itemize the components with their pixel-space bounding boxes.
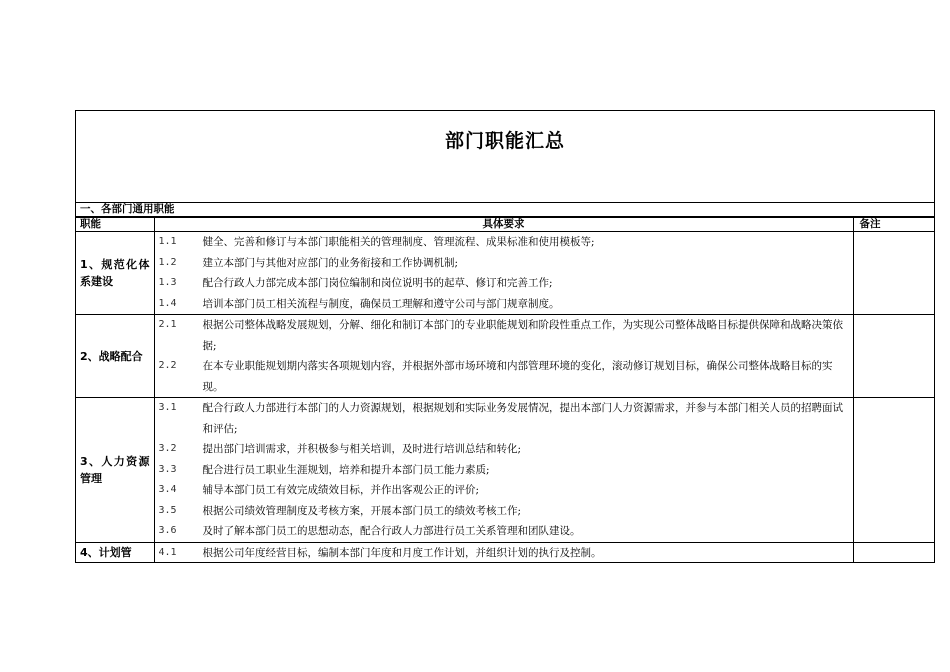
requirement-item (155, 480, 853, 501)
function-table (76, 217, 934, 563)
function-category-label: 2、战略配合 (80, 349, 143, 363)
requirement-item (155, 356, 853, 397)
requirement-item (155, 398, 853, 439)
requirement-text: 辅导本部门员工有效完成绩效目标，并作出客观公正的评价; (202, 484, 480, 496)
requirement-number: 2.1 (158, 319, 177, 330)
column-header-requirement: 具体要求 (154, 218, 853, 232)
requirement-text: 根据公司绩效管理制度及考核方案，开展本部门员工的绩效考核工作; (202, 504, 522, 517)
function-category-cell (76, 398, 154, 543)
table-row (76, 232, 934, 315)
requirement-text: 根据公司年度经营目标，编制本部门年度和月度工作计划，并组织计划的执行及控制。 (202, 546, 602, 559)
function-category-label: 3、人力资源管理 (80, 454, 150, 485)
requirement-item (155, 315, 853, 356)
requirement-number: 4.1 (158, 546, 177, 558)
title-block (76, 111, 934, 203)
table-body (76, 232, 934, 564)
column-header-remark: 备注 (853, 218, 934, 232)
requirement-text: 配合行政人力部完成本部门岗位编制和岗位说明书的起草、修订和完善工作; (202, 277, 553, 289)
requirement-text: 建立本部门与其他对应部门的业务衔接和工作协调机制; (202, 256, 459, 269)
requirement-text: 配合进行员工职业生涯规划，培养和提升本部门员工能力素质; (202, 463, 490, 476)
table-row (76, 542, 934, 563)
function-category-cell (76, 542, 154, 563)
requirement-item (155, 253, 853, 274)
document-page (75, 110, 935, 563)
requirement-item (155, 543, 853, 564)
requirement-text: 健全、完善和修订与本部门职能相关的管理制度、管理流程、成果标准和使用模板等; (202, 236, 595, 248)
requirement-number: 3.1 (158, 402, 177, 413)
table-row (76, 315, 934, 398)
table-header-row (76, 218, 934, 232)
requirement-number: 3.2 (158, 443, 177, 454)
requirement-number: 1.2 (158, 256, 177, 268)
requirement-item (155, 439, 853, 460)
requirement-item (155, 521, 853, 542)
requirement-cell (154, 232, 853, 315)
requirement-number: 1.1 (158, 236, 177, 247)
requirement-number: 3.3 (158, 463, 177, 475)
requirement-cell (154, 315, 853, 398)
remark-cell (853, 542, 934, 563)
requirement-item (155, 460, 853, 481)
remark-cell (853, 232, 934, 315)
function-category-cell (76, 315, 154, 398)
page-title: 部门职能汇总 (444, 130, 565, 152)
requirement-text: 提出部门培训需求，并积极参与相关培训，及时进行培训总结和转化; (202, 443, 522, 455)
function-category-label: 1、规范化体系建设 (80, 258, 150, 288)
requirement-text: 根据公司整体战略发展规划，分解、细化和制订本部门的专业职能规划和阶段性重点工作，为实现公司整体战略目标提供保障和战略决策依据; (202, 319, 843, 352)
requirement-text: 培训本部门员工相关流程与制度，确保员工理解和遵守公司与部门规章制度。 (202, 297, 560, 310)
requirement-text: 配合行政人力部进行本部门的人力资源规划，根据规划和实际业务发展情况，提出本部门人力资源需求，并参与本部门相关人员的招聘面试和评估; (202, 402, 843, 435)
requirement-number: 1.4 (158, 297, 177, 309)
table-row (76, 398, 934, 543)
function-category-label: 4、计划管 (80, 546, 132, 560)
requirement-number: 3.6 (158, 525, 177, 536)
column-header-function: 职能 (76, 218, 154, 232)
requirement-cell (154, 542, 853, 563)
requirement-text: 及时了解本部门员工的思想动态，配合行政人力部进行员工关系管理和团队建设。 (202, 525, 581, 537)
requirement-item (155, 294, 853, 315)
requirement-number: 1.3 (158, 277, 177, 288)
requirement-number: 2.2 (158, 360, 177, 371)
requirement-text: 在本专业职能规划期内落实各项规划内容，并根据外部市场环境和内部管理环境的变化，滚动修订规划目标，确保公司整体战略目标的实现。 (202, 360, 833, 393)
function-category-cell (76, 232, 154, 315)
remark-cell (853, 315, 934, 398)
section-heading: 一、各部门通用职能 (76, 203, 934, 217)
requirement-cell (154, 398, 853, 543)
requirement-number: 3.5 (158, 504, 177, 516)
requirement-item (155, 501, 853, 522)
requirement-item (155, 273, 853, 294)
requirement-item (155, 232, 853, 253)
requirement-number: 3.4 (158, 484, 177, 495)
remark-cell (853, 398, 934, 543)
